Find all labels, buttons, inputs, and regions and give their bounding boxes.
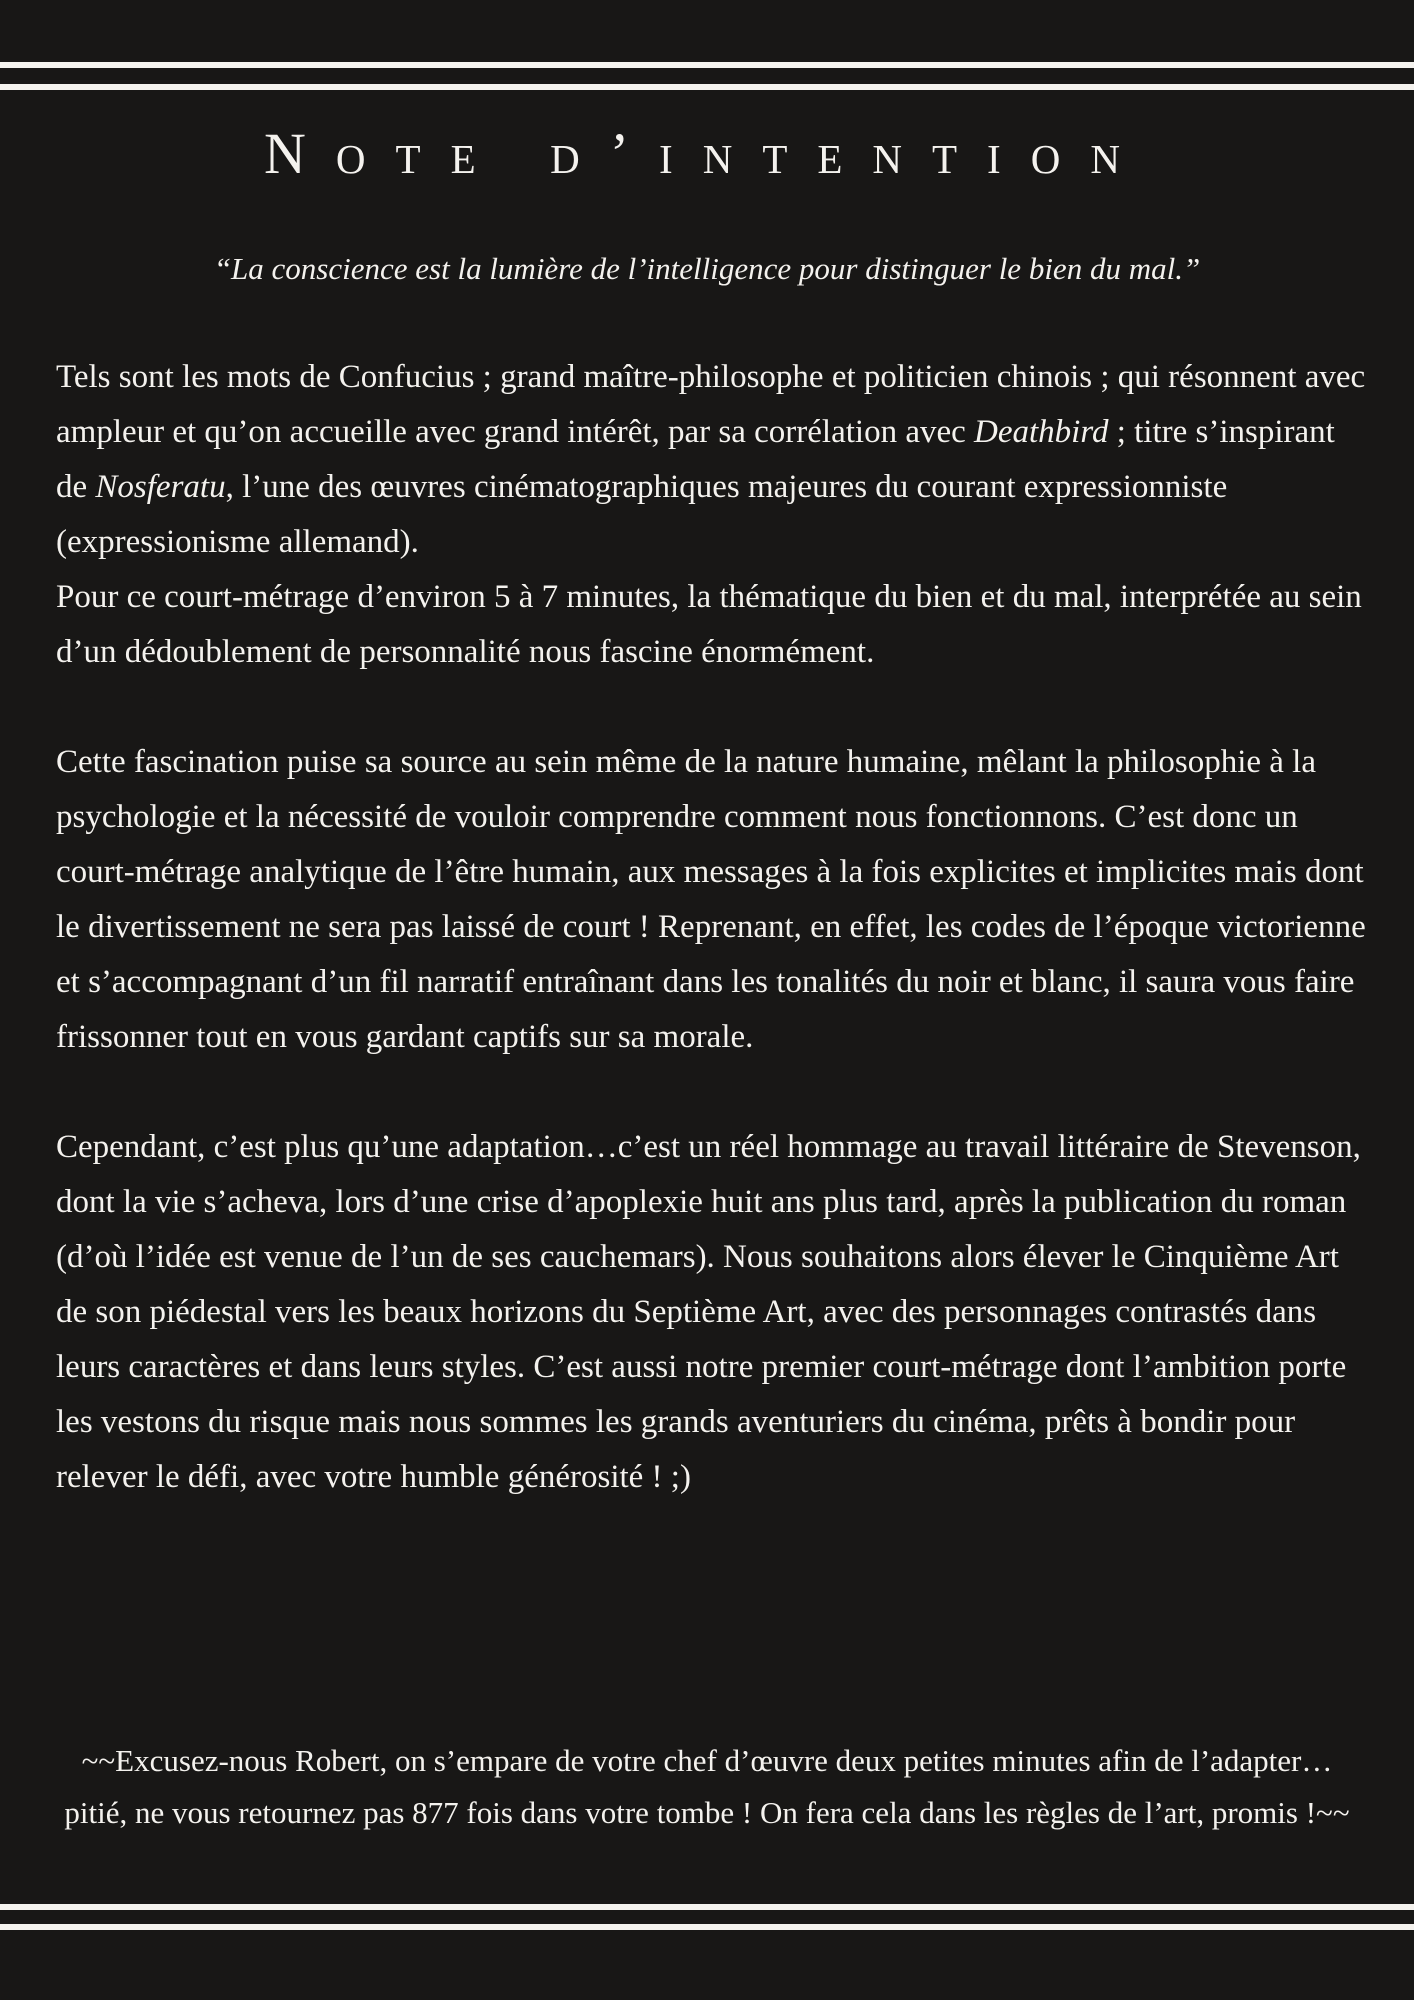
main-text [56,350,1366,1505]
top-rule-outer [0,62,1414,68]
duration-paragraph: Pour ce court-métrage d’environ 5 à 7 minutes, la thématique du bien et du mal, interprétée au sein d’un dédoublement de personnalité nous fascine énormément. [56,579,1362,670]
bottom-rule-inner [0,1924,1414,1930]
page-title: Note d’intention [264,121,1150,186]
intro-text-part3: , l’une des œuvres cinématographiques majeures du courant expressionniste (expressionisme allemand). [56,469,1228,560]
bottom-rule-outer [0,1904,1414,1910]
intro-paragraph [56,350,1366,570]
paragraph-spacer [56,1065,1366,1120]
film-title: Deathbird [974,414,1109,450]
closing-note: ~~Excusez-nous Robert, on s’empare de votre chef d’œuvre deux petites minutes afin de l’adapter…pitié, ne vous retournez pas 877 fois dans votre tombe ! On fera cela dans les règles de l’art, promis !~~ [64,1743,1350,1830]
intro-text-part1: Tels sont les mots de Confucius ; grand maître-philosophe et politicien chinois ; qui résonnent avec ampleur et qu’on accueille avec grand intérêt, par sa corrélation avec [56,359,1366,450]
top-rule-inner [0,84,1414,90]
paragraph-spacer [56,680,1366,735]
adaptation-paragraph: Cependant, c’est plus qu’une adaptation…c’est un réel hommage au travail littéraire de Stevenson, dont la vie s’acheva, lors d’une crise d’apoplexie huit ans plus tard, après la publication du roman (d’où l’idée est venue de l’un de ses cauchemars). Nous souhaitons alors élever le Cinquième Art de son piédestal vers les beaux horizons du Septième Art, avec des personnages contrastés dans leurs caractères et dans leurs styles. C’est aussi notre premier court-métrage dont l’ambition porte les vestons du risque mais nous sommes les grands aventuriers du cinéma, prêts à bondir pour relever le défi, avec votre humble générosité ! ;) [56,1129,1361,1495]
epigraph-quote: “La conscience est la lumière de l’intelligence pour distinguer le bien du mal.” [213,251,1201,286]
reference-title: Nosferatu [95,469,226,505]
intro-text-part2: ; titre s’inspirant de [56,414,1335,505]
fascination-paragraph: Cette fascination puise sa source au sein même de la nature humaine, mêlant la philosophie à la psychologie et la nécessité de vouloir comprendre comment nous fonctionnons. C’est donc un court-métrage analytique de l’être humain, aux messages à la fois explicites et implicites mais dont le divertissement ne sera pas laissé de court ! Reprenant, en effet, les codes de l’époque victorienne et s’accompagnant d’un fil narratif entraînant dans les tonalités du noir et blanc, il saura vous faire frissonner tout en vous gardant captifs sur sa morale. [56,744,1366,1055]
